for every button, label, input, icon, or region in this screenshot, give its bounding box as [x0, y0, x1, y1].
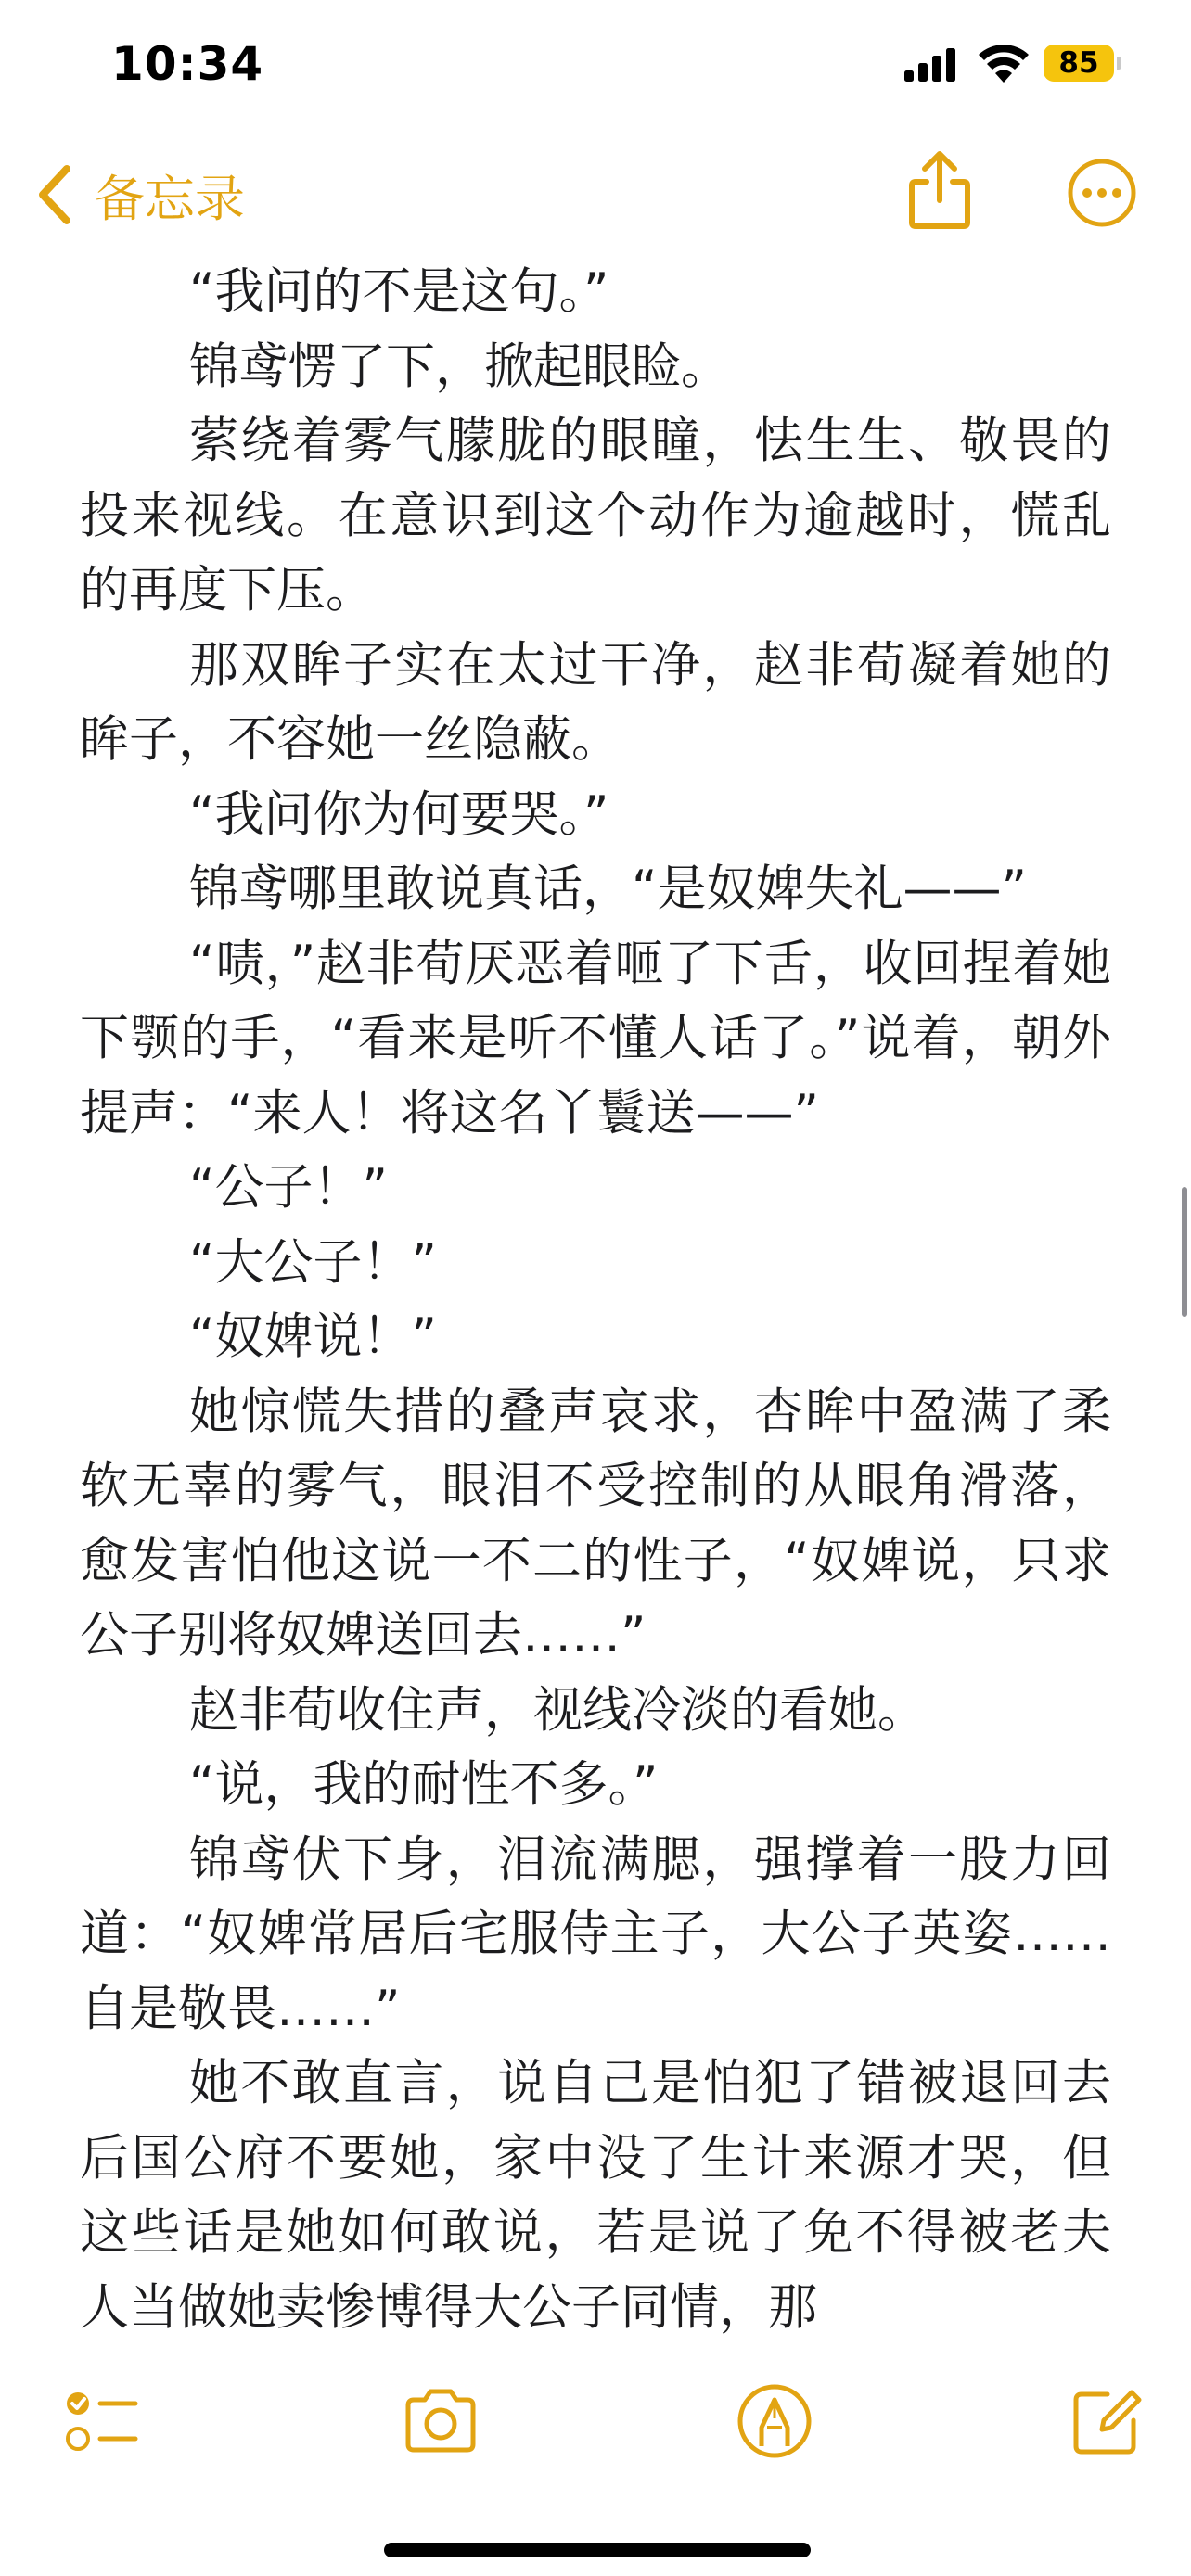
note-paragraph: 锦鸢哪里敢说真话，“是奴婢失礼——” — [189, 861, 1027, 917]
back-label: 备忘录 — [95, 169, 245, 228]
chevron-left-icon — [33, 163, 74, 226]
note-paragraph: “我问的不是这句。” — [189, 263, 609, 320]
battery-indicator — [1044, 45, 1121, 82]
battery-level: 85 — [1044, 45, 1114, 82]
note-paragraph: 赵非荀收住声，视线冷淡的看她。 — [189, 1681, 927, 1739]
share-icon[interactable] — [904, 148, 975, 232]
markup-pen-icon[interactable] — [733, 2379, 816, 2463]
home-indicator[interactable] — [384, 2543, 811, 2557]
cellular-signal-icon — [904, 48, 956, 82]
note-paragraph: “啧，”赵非荀厌恶着咂了下舌，收回捏着她下颚的手，“看来是听不懂人话了。”说着，朝外提声：“来人！将这名丫鬟送——” — [80, 935, 1111, 1141]
wifi-icon — [978, 44, 1030, 83]
note-paragraph: 萦绕着雾气朦胧的眼瞳，怯生生、敬畏的投来视线。在意识到这个动作为逾越时，慌乱的再度下压。 — [80, 413, 1111, 618]
note-paragraph: “我问你为何要哭。” — [189, 785, 609, 843]
status-time: 10:34 — [111, 37, 264, 91]
scroll-indicator[interactable] — [1182, 1187, 1187, 1317]
back-button[interactable] — [33, 158, 245, 232]
battery-tip — [1117, 57, 1121, 70]
checklist-icon[interactable] — [59, 2379, 143, 2463]
note-paragraph: 锦鸢愣了下，掀起眼睑。 — [189, 338, 730, 395]
note-paragraph: “奴婢说！” — [189, 1308, 437, 1365]
compose-icon[interactable] — [1065, 2379, 1148, 2463]
note-paragraph: 锦鸢伏下身，泪流满腮，强撑着一股力回道：“奴婢常居后宅服侍主子，大公子英姿……自是敬畏……” — [80, 1830, 1111, 2037]
note-paragraph: “公子！” — [189, 1159, 388, 1216]
note-body[interactable] — [80, 255, 1111, 2345]
more-options-icon[interactable] — [1067, 158, 1137, 228]
note-paragraph: “大公子！” — [189, 1233, 437, 1291]
nav-bar — [0, 139, 1191, 250]
note-paragraph: 那双眸子实在太过干净，赵非荀凝着她的眸子，不容她一丝隐蔽。 — [80, 636, 1111, 768]
camera-icon[interactable] — [399, 2379, 482, 2463]
note-paragraph: 她不敢直言，说自己是怕犯了错被退回去后国公府不要她，家中没了生计来源才哭，但这些话是她如何敢说，若是说了免不得被老夫人当做她卖惨博得大公子同情，那 — [80, 2055, 1111, 2336]
note-paragraph: 她惊慌失措的叠声哀求，杏眸中盈满了柔软无辜的雾气，眼泪不受控制的从眼角滑落，愈发害怕他这说一不二的性子，“奴婢说，只求公子别将奴婢送回去……” — [80, 1383, 1111, 1664]
note-paragraph: “说，我的耐性不多。” — [189, 1756, 659, 1813]
status-bar — [0, 0, 1191, 139]
